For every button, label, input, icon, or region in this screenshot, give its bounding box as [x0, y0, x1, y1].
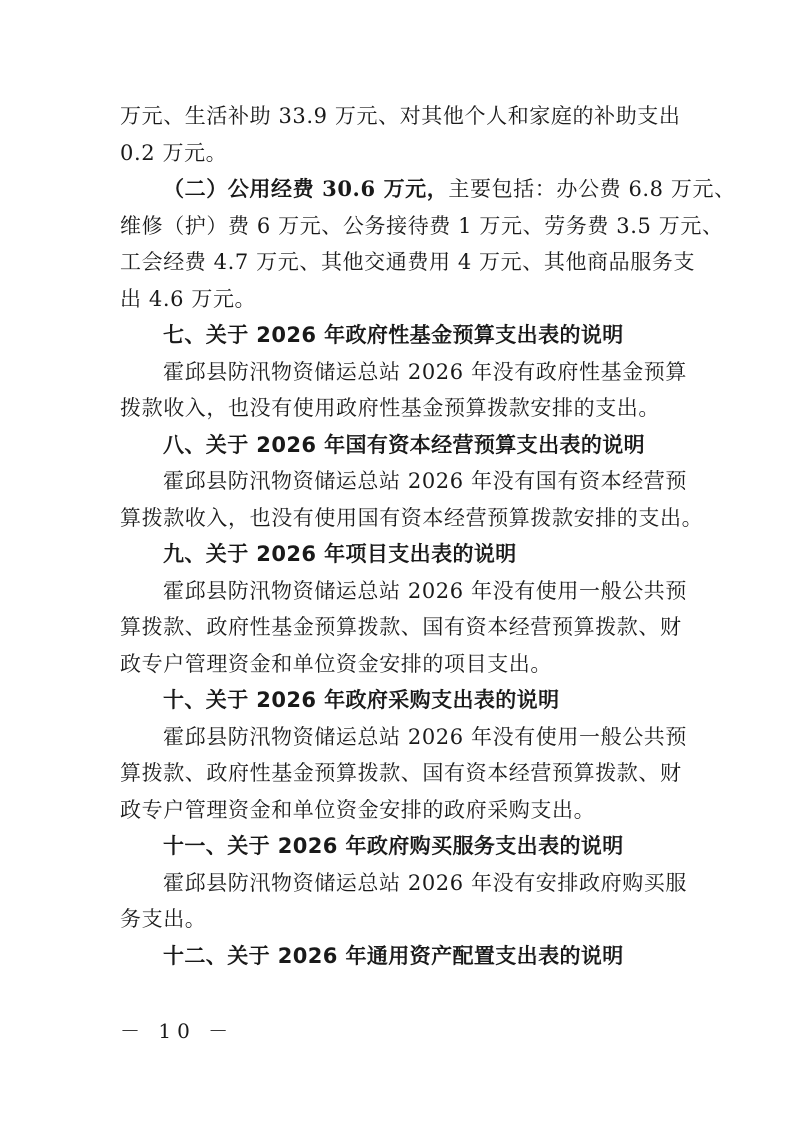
body-line-18: 霍邱县防汛物资储运总站 2026 年没有使用一般公共预 [163, 724, 687, 749]
section-heading-11: 十一、关于 2026 年政府购买服务支出表的说明 [163, 834, 624, 858]
body-line-6: 出 4.6 万元。 [120, 286, 257, 311]
section-heading-9: 九、关于 2026 年项目支出表的说明 [163, 542, 517, 566]
body-line-8: 霍邱县防汛物资储运总站 2026 年没有政府性基金预算 [163, 359, 687, 384]
section-heading-7: 七、关于 2026 年政府性基金预算支出表的说明 [163, 323, 624, 347]
section-heading-10: 十、关于 2026 年政府采购支出表的说明 [163, 688, 560, 712]
body-line-4: 维修（护）费 6 万元、公务接待费 1 万元、劳务费 3.5 万元、 [120, 213, 724, 238]
body-line-16: 政专户管理资金和单位资金安排的项目支出。 [120, 651, 552, 676]
page-number: － 10 － [120, 1019, 235, 1043]
body-line-15: 算拨款、政府性基金预算拨款、国有资本经营预算拨款、财 [120, 615, 682, 639]
body-line-19: 算拨款、政府性基金预算拨款、国有资本经营预算拨款、财 [120, 761, 682, 785]
body-line-9: 拨款收入，也没有使用政府性基金预算拨款安排的支出。 [120, 396, 660, 420]
body-line-5: 工会经费 4.7 万元、其他交通费用 4 万元、其他商品服务支 [120, 250, 696, 274]
section-heading-8: 八、关于 2026 年国有资本经营预算支出表的说明 [163, 432, 646, 457]
body-line-22: 霍邱县防汛物资储运总站 2026 年没有安排政府购买服 [163, 870, 687, 895]
body-line-11: 霍邱县防汛物资储运总站 2026 年没有国有资本经营预 [163, 469, 687, 493]
subsection-public-expenses [120, 171, 736, 208]
body-line-14: 霍邱县防汛物资储运总站 2026 年没有使用一般公共预 [163, 578, 687, 603]
body-line-1: 万元、生活补助 33.9 万元、对其他个人和家庭的补助支出 [120, 104, 681, 128]
body-line-12: 算拨款收入，也没有使用国有资本经营预算拨款安排的支出。 [120, 505, 704, 530]
subsection-text: 主要包括：办公费 6.8 万元、 [448, 177, 736, 201]
body-line-23: 务支出。 [120, 907, 207, 931]
subsection-lead: （二）公用经费 30.6 万元， [163, 176, 449, 201]
body-line-20: 政专户管理资金和单位资金安排的政府采购支出。 [120, 797, 596, 822]
document-body [120, 98, 736, 974]
body-line-2: 0.2 万元。 [120, 140, 228, 165]
section-heading-12: 十二、关于 2026 年通用资产配置支出表的说明 [163, 943, 624, 968]
